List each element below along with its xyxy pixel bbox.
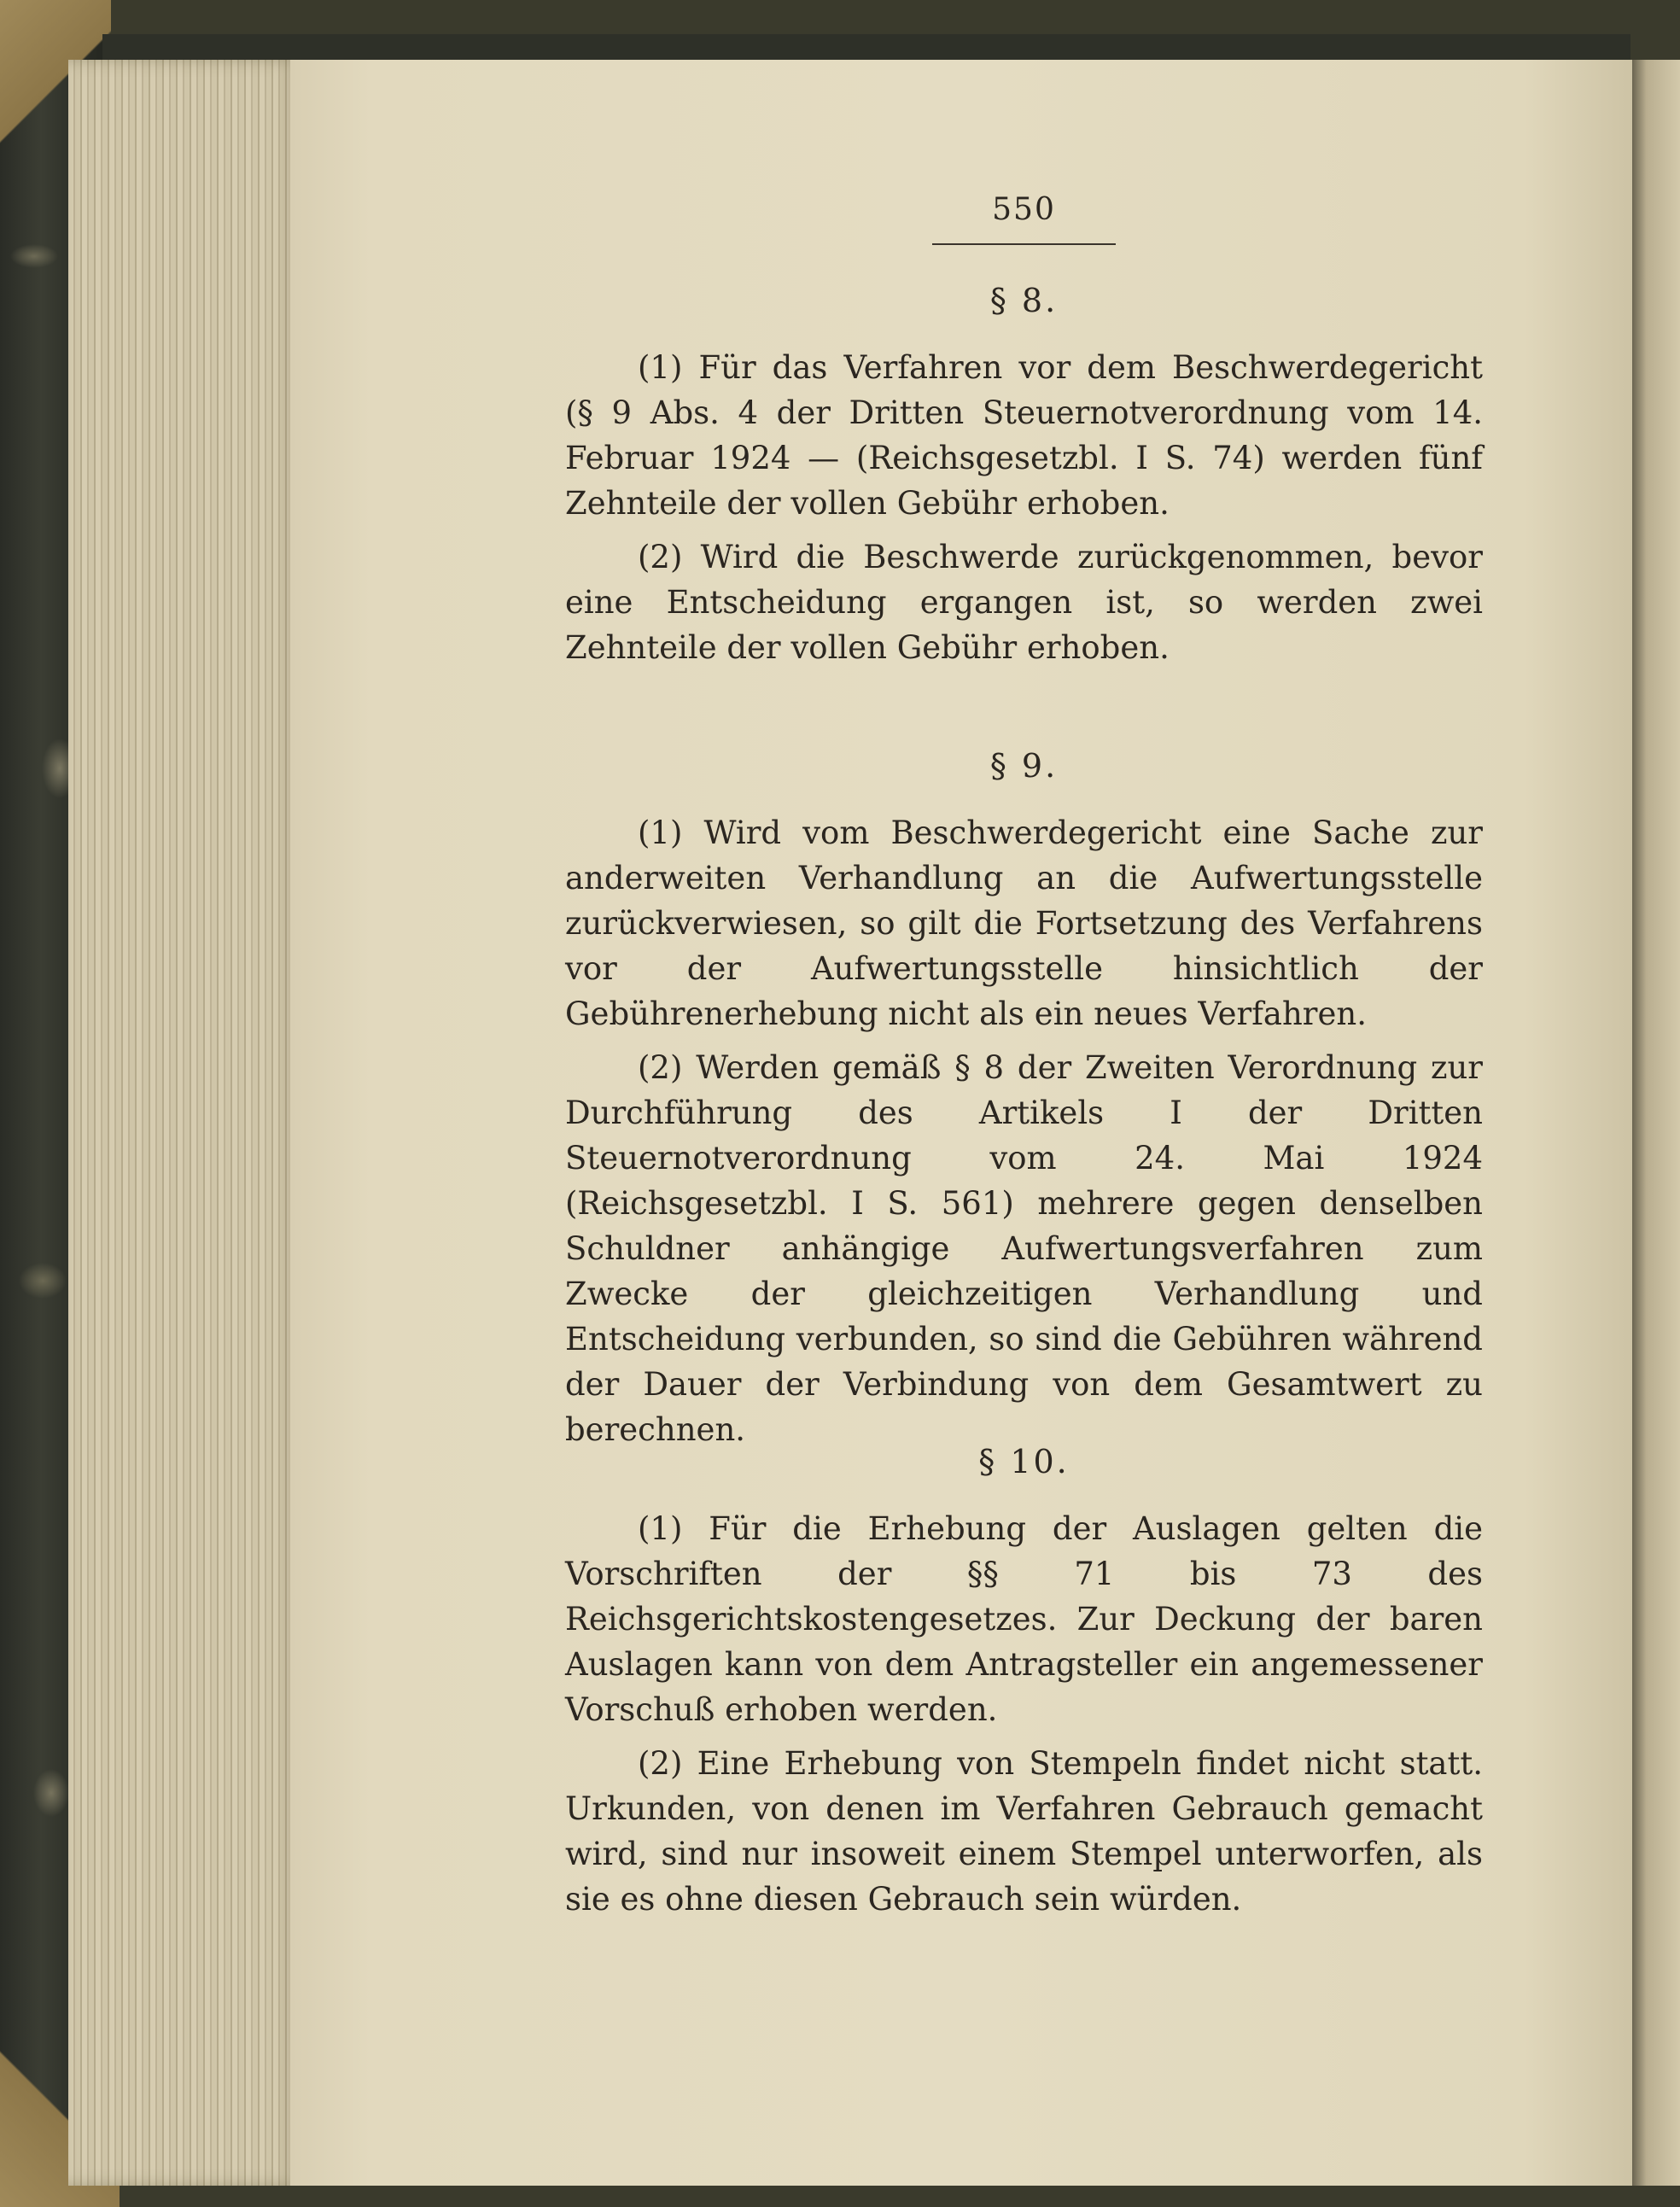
section-heading: § 10. (978, 1443, 1070, 1480)
paragraph: (2) Wird die Beschwerde zurückgenommen, bevor eine Entscheidung ergangen ist, so werden zwei Zehnteile der vollen Gebühr erhoben. (565, 539, 1483, 666)
paragraph: (1) Wird vom Beschwerdegericht eine Sache zur anderweiten Verhandlung an die Aufwertungsstelle zurückverwiesen, so gilt die Fortsetzung des Verfahrens vor der Aufwertungsstelle hinsichtlich der Gebührenerhebung nicht als ein neues Verfahren. (565, 814, 1483, 1032)
paragraph: (2) Werden gemäß § 8 der Zweiten Verordnung zur Durchführung des Artikels I der Dritten Steuernotverordnung vom 24. Mai 1924 (Reichsgesetzbl. I S. 561) mehrere gegen denselben Schuldner anhängige Aufwertungsverfahren zum Zwecke der gleichzeitigen Verhandlung und Entscheidung verbunden, so sind die Gebühren während der Dauer der Verbindung von dem Gesamtwert zu berechnen. (565, 1049, 1483, 1448)
page-number: 550 (992, 192, 1056, 227)
page-edge-stack (68, 60, 299, 2186)
paragraph: (2) Eine Erhebung von Stempeln findet nicht statt. Urkunden, von denen im Verfahren Gebrauch gemacht wird, sind nur insoweit einem Stempel unterworfen, als sie es ohne diesen Gebrauch sein würden. (565, 1745, 1483, 1918)
facing-page-edge (1632, 60, 1680, 2186)
section-8 (565, 282, 1483, 679)
page-number-rule (932, 243, 1116, 245)
section-heading: § 9. (989, 747, 1059, 785)
paragraph: (1) Für das Verfahren vor dem Beschwerdegericht (§ 9 Abs. 4 der Dritten Steuernotverordnung vom 14. Februar 1924 — (Reichsgesetzbl. I S. 74) werden fünf Zehnteile der vollen Gebühr erhoben. (565, 349, 1483, 522)
section-heading: § 8. (989, 282, 1059, 319)
section-10 (565, 1443, 1483, 1930)
section-9 (565, 747, 1483, 1461)
paragraph: (1) Für die Erhebung der Auslagen gelten die Vorschriften der §§ 71 bis 73 des Reichsgerichtskostengesetzes. Zur Deckung der baren Auslagen kann von dem Antragsteller ein angemessener Vorschuß erhoben werden. (565, 1510, 1483, 1728)
